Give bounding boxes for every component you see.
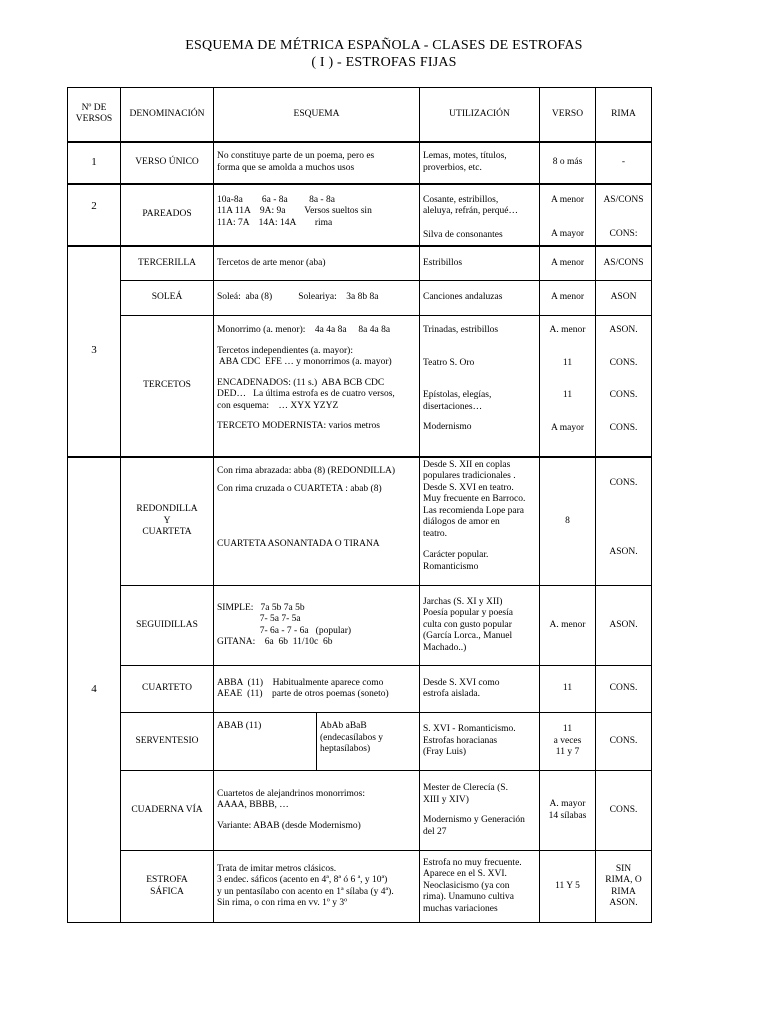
text-line: ABA CDC EFE … y monorrimos (a. mayor): [217, 357, 392, 367]
text-line: Trinadas, estribillos: [423, 325, 499, 335]
text-line: AAAA, BBBB, …: [217, 800, 289, 811]
text-line: Estrofa no muy frecuente.: [423, 857, 522, 868]
text-line: (García Lorca., Manuel: [423, 631, 513, 642]
text-line: ENCADENADOS: (11 s.) ABA BCB CDC: [217, 377, 385, 388]
text-line: CONS:: [609, 229, 638, 239]
text-line: Cuartetos de alejandrinos monorrimos:: [217, 788, 366, 799]
esquema-cell: [214, 771, 420, 851]
rima-cell: [596, 184, 652, 246]
table-row: [68, 281, 652, 316]
text-line: SÁFICA: [150, 886, 184, 897]
text-line: A menor: [551, 194, 584, 205]
text-line: Monorrimo (a. menor): 4a 4a 8a 8a 4a 8a: [217, 325, 391, 335]
text-line: Con rima cruzada o CUARTETA : abab (8): [217, 484, 382, 494]
text-line: teatro.: [423, 528, 448, 539]
text-line: 11A: 7A 14A: 14A rima: [217, 217, 333, 228]
table-row: [68, 316, 652, 457]
table-row: [68, 184, 652, 246]
rima-cell: AS/CONS: [596, 246, 652, 281]
text-line: Silva de consonantes: [423, 229, 503, 240]
denominacion-cell: SERVENTESIO: [121, 713, 214, 771]
text-line: SIN: [615, 863, 632, 874]
table-row: [68, 586, 652, 666]
versos-count: 3: [68, 246, 121, 457]
table-row: [68, 666, 652, 713]
stanza-table: [67, 87, 652, 923]
denominacion-cell: TERCERILLA: [121, 246, 214, 281]
text-line: rima). Unamuno cultiva: [423, 892, 515, 903]
text-line: Aparece en el S. XVI.: [423, 869, 507, 880]
text-line: S. XVI - Romanticismo.: [423, 724, 516, 735]
esquema-cell: [214, 713, 420, 771]
text-line: 10a-8a 6a - 8a 8a - 8a: [217, 194, 335, 205]
header-esquema: ESQUEMA: [214, 88, 420, 142]
text-line: Lemas, motes, títulos,: [423, 151, 507, 161]
text-line: Sin rima, o con rima en vv. 1º y 3º: [217, 898, 348, 908]
text-line: Variante: ABAB (desde Modernismo): [217, 820, 361, 831]
verso-cell: [540, 771, 596, 851]
text-line: Muy frecuente en Barroco.: [423, 494, 526, 504]
verso-cell: A menor: [540, 281, 596, 316]
text-line: No constituye parte de un poema, pero es: [217, 151, 375, 161]
text-line: 11: [562, 724, 573, 735]
text-line: 3 endec. sáficos (acento en 4ª, 8ª ó 6 ª, y 10ª): [217, 875, 388, 885]
versos-count: 4: [68, 457, 121, 923]
text-line: 11A 11A 9A: 9a Versos sueltos sin: [217, 206, 372, 216]
text-line: (endecasílabos y: [320, 732, 384, 743]
rima-cell: CONS.: [596, 713, 652, 771]
rima-cell: CONS.: [596, 771, 652, 851]
table-row: [68, 142, 652, 184]
denominacion-cell: PAREADOS: [121, 184, 214, 246]
text-line: Tercetos independientes (a. mayor):: [217, 345, 353, 356]
text-line: A mayor: [551, 422, 584, 433]
text-line: Carácter popular.: [423, 550, 489, 560]
text-line: ASON.: [609, 325, 638, 335]
text-line: RIMA, O: [605, 875, 642, 885]
text-line: RIMA: [611, 886, 636, 897]
text-line: diálogos de amor en: [423, 517, 500, 527]
esquema-cell: [214, 316, 420, 457]
esquema-cell: [214, 184, 420, 246]
text-line: Teatro S. Oro: [423, 357, 475, 368]
text-line: culta con gusto popular: [423, 619, 512, 630]
text-line: ABBA (11) Habitualmente aparece como: [217, 677, 384, 688]
table-row: [68, 851, 652, 923]
versos-count: 2: [68, 184, 121, 246]
text-line: Cosante, estribillos,: [423, 194, 499, 205]
text-line: populares tradicionales .: [423, 471, 516, 481]
utilizacion-cell: Estribillos: [420, 246, 540, 281]
table-row: [68, 713, 652, 771]
text-line: SIMPLE: 7a 5b 7a 5b: [217, 602, 305, 613]
text-line: Trata de imitar metros clásicos.: [217, 863, 337, 874]
esquema-cell: [214, 457, 420, 586]
table-row: [68, 771, 652, 851]
denominacion-cell: [121, 457, 214, 586]
text-line: Y: [163, 515, 171, 526]
versos-count: 1: [68, 142, 121, 184]
text-line: muchas variaciones: [423, 903, 498, 914]
text-line: 7- 5a 7- 5a: [217, 614, 301, 624]
denominacion-cell: SOLEÁ: [121, 281, 214, 316]
text-line: (Fray Luis): [423, 747, 467, 758]
text-line: ESTROFA: [146, 875, 188, 885]
text-line: Machado..): [423, 642, 467, 653]
table-row: [68, 457, 652, 586]
rima-cell: CONS.: [596, 666, 652, 713]
text-line: A. mayor: [549, 799, 586, 809]
utilizacion-cell: [420, 184, 540, 246]
esquema-cell: [214, 586, 420, 666]
text-line: Modernismo: [423, 422, 472, 432]
table-row: [68, 246, 652, 281]
verso-cell: 11: [540, 666, 596, 713]
text-line: 7- 6a - 7 - 6a (popular): [217, 625, 352, 636]
text-line: TERCETO MODERNISTA: varios metros: [217, 421, 380, 431]
document-title: ESQUEMA DE MÉTRICA ESPAÑOLA - CLASES DE ESTROFAS: [185, 38, 583, 53]
text-line: Modernismo y Generación: [423, 815, 525, 825]
utilizacion-cell: [420, 142, 540, 184]
text-line: AEAE (11) parte de otros poemas (soneto): [217, 689, 389, 699]
rima-cell: ASON: [596, 281, 652, 316]
utilizacion-cell: [420, 457, 540, 586]
denominacion-cell: [121, 851, 214, 923]
text-line: A mayor: [551, 229, 584, 239]
header-row: [68, 88, 652, 142]
text-line: disertaciones…: [423, 401, 483, 412]
text-line: a veces: [553, 735, 582, 746]
text-line: Poesía popular y poesía: [423, 608, 513, 619]
text-line: Romanticismo: [423, 561, 479, 572]
denominacion-cell: SEGUIDILLAS: [121, 586, 214, 666]
text-line: 11: [562, 390, 573, 400]
esquema-right: [317, 713, 419, 770]
text-line: CUARTETA ASONANTADA O TIRANA: [217, 538, 380, 549]
text-line: CONS.: [609, 477, 638, 488]
text-line: CUARTETA: [142, 527, 192, 537]
text-line: Las recomienda Lope para: [423, 505, 525, 516]
esquema-left: ABAB (11): [214, 713, 317, 770]
text-line: Mester de Clerecía (S.: [423, 783, 508, 793]
text-line: 11 y 7: [555, 747, 580, 758]
rima-cell: [596, 457, 652, 586]
header-versos: Nº DE VERSOS: [68, 88, 121, 142]
text-line: con esquema: … XYX YZYZ: [217, 400, 339, 411]
text-line: heptasílabos): [320, 744, 371, 754]
esquema-cell: [214, 851, 420, 923]
verso-cell: A. menor: [540, 586, 596, 666]
utilizacion-cell: [420, 586, 540, 666]
denominacion-cell: TERCETOS: [121, 316, 214, 457]
verso-cell: [540, 184, 596, 246]
text-line: estrofa aislada.: [423, 689, 480, 699]
utilizacion-cell: [420, 666, 540, 713]
verso-cell: 8: [540, 457, 596, 586]
text-line: Neoclasicismo (ya con: [423, 880, 510, 891]
denominacion-cell: CUARTETO: [121, 666, 214, 713]
denominacion-cell: VERSO ÚNICO: [121, 142, 214, 184]
text-line: Epístolas, elegías,: [423, 390, 492, 400]
header-denominacion: DENOMINACIÓN: [121, 88, 214, 142]
text-line: AS/CONS: [603, 194, 644, 205]
verso-cell: [540, 713, 596, 771]
header-verso: VERSO: [540, 88, 596, 142]
rima-cell: [596, 851, 652, 923]
text-line: Con rima abrazada: abba (8) (REDONDILLA): [217, 465, 396, 476]
text-line: CONS.: [609, 357, 638, 368]
rima-cell: ASON.: [596, 586, 652, 666]
header-rima: RIMA: [596, 88, 652, 142]
utilizacion-cell: [420, 713, 540, 771]
text-line: 14 sílabas: [548, 810, 587, 821]
rima-cell: [596, 316, 652, 457]
text-line: Desde S. XVI en teatro.: [423, 482, 514, 493]
utilizacion-cell: [420, 851, 540, 923]
utilizacion-cell: Canciones andaluzas: [420, 281, 540, 316]
text-line: Desde S. XVI como: [423, 677, 500, 688]
text-line: CONS.: [609, 422, 638, 433]
text-line: Desde S. XII en coplas: [423, 459, 511, 470]
rima-cell: -: [596, 142, 652, 184]
text-line: del 27: [423, 826, 447, 837]
text-line: CONS.: [609, 390, 638, 400]
verso-cell: [540, 316, 596, 457]
text-line: ASON.: [609, 898, 638, 908]
text-line: Jarchas (S. XI y XII): [423, 596, 503, 607]
header-utilizacion: UTILIZACIÓN: [420, 88, 540, 142]
utilizacion-cell: [420, 316, 540, 457]
verso-cell: 11 Y 5: [540, 851, 596, 923]
esquema-cell: [214, 666, 420, 713]
esquema-cell: [214, 142, 420, 184]
text-line: XIII y XIV): [423, 794, 469, 805]
text-line: REDONDILLA: [136, 504, 198, 514]
text-line: y un pentasílabo con acento en 1ª sílaba (y 4ª).: [217, 886, 394, 897]
document-subtitle: ( I ) - ESTROFAS FIJAS: [311, 55, 457, 70]
esquema-cell: Tercetos de arte menor (aba): [214, 246, 420, 281]
text-line: DED… La última estrofa es de cuatro versos,: [217, 389, 395, 399]
text-line: forma que se amolda a muchos usos: [217, 162, 355, 173]
verso-cell: A menor: [540, 246, 596, 281]
text-line: AbAb aBaB: [320, 721, 367, 731]
text-line: Estrofas horacianas: [423, 735, 498, 746]
text-line: aleluya, refrán, perqué…: [423, 206, 518, 216]
text-line: GITANA: 6a 6b 11/10c 6b: [217, 637, 333, 647]
text-line: ASON.: [609, 547, 638, 557]
verso-cell: 8 o más: [540, 142, 596, 184]
esquema-cell: Soleá: aba (8) Soleariya: 3a 8b 8a: [214, 281, 420, 316]
text-line: A. menor: [549, 325, 586, 335]
text-line: proverbios, etc.: [423, 162, 482, 173]
denominacion-cell: CUADERNA VÍA: [121, 771, 214, 851]
text-line: 11: [562, 357, 573, 368]
utilizacion-cell: [420, 771, 540, 851]
